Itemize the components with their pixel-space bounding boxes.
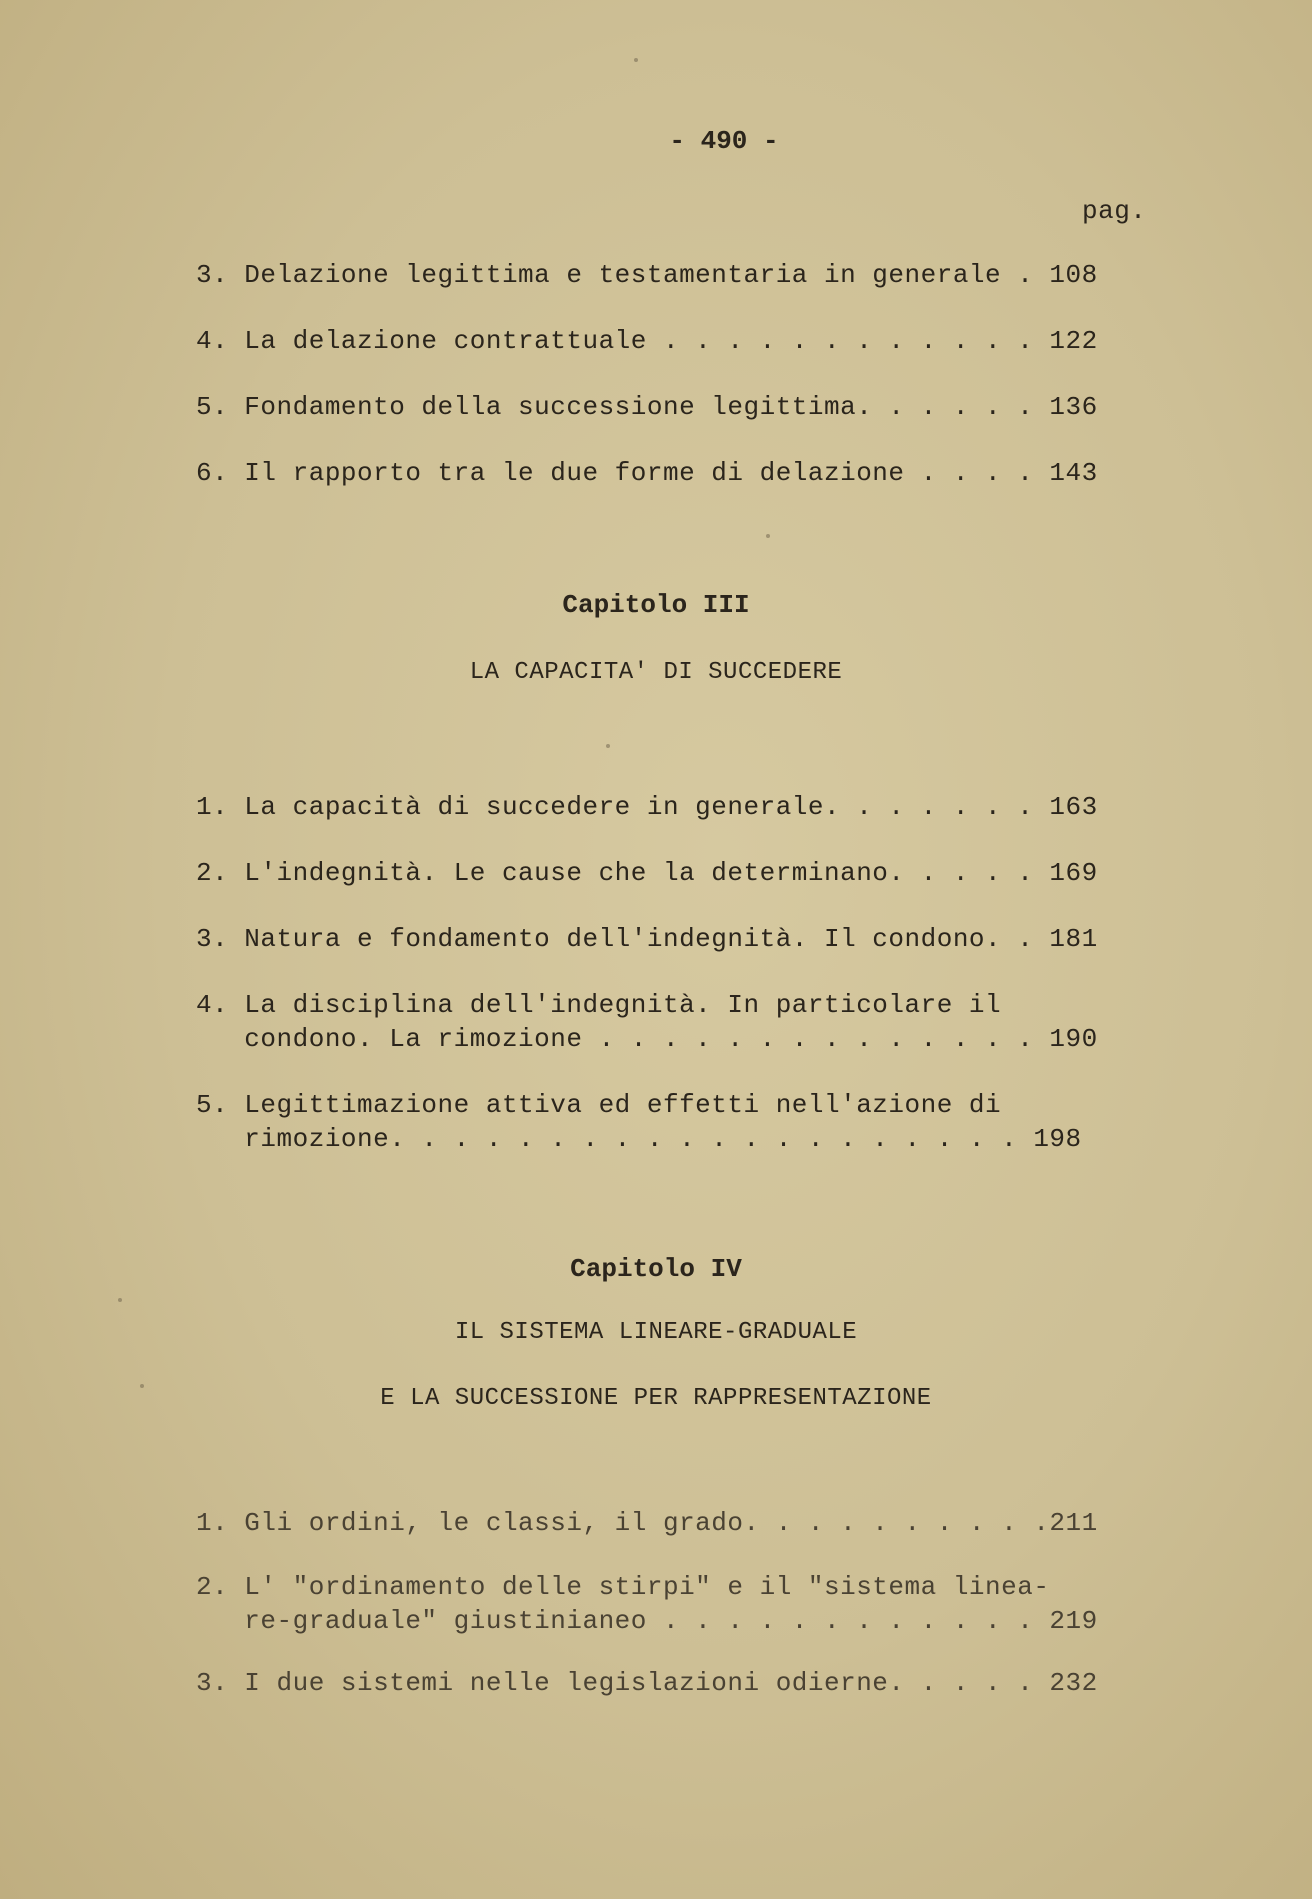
toc-entry: 5. Fondamento della successione legittima. . . . . . 136: [196, 392, 1098, 422]
chapter-title-line1: IL SISTEMA LINEARE-GRADUALE: [454, 1319, 858, 1346]
page-number: - 490 -: [669, 126, 779, 156]
chapter-heading: Capitolo III: [562, 590, 750, 620]
toc-entry: 4. La disciplina dell'indegnità. In particolare il: [196, 990, 1002, 1020]
toc-entry: 1. Gli ordini, le classi, il grado. . . . . . . . . .211: [196, 1508, 1098, 1538]
toc-entry: 3. Natura e fondamento dell'indegnità. Il condono. . 181: [196, 924, 1098, 954]
toc-entry: 2. L' "ordinamento delle stirpi" e il "sistema linea-: [196, 1572, 1050, 1602]
toc-entry-continuation: condono. La rimozione . . . . . . . . . . . . . . 190: [196, 1024, 1098, 1054]
pag-label: pag.: [1082, 196, 1147, 226]
toc-entry-continuation: re-graduale" giustinianeo . . . . . . . . . . . . 219: [196, 1606, 1098, 1636]
toc-entry: 5. Legittimazione attiva ed effetti nell'azione di: [196, 1090, 1002, 1120]
toc-entry: 4. La delazione contrattuale . . . . . . . . . . . . 122: [196, 326, 1098, 356]
toc-entry-continuation: rimozione. . . . . . . . . . . . . . . . . . . . 198: [196, 1124, 1082, 1154]
chapter-title-line2: E LA SUCCESSIONE PER RAPPRESENTAZIONE: [380, 1385, 932, 1412]
toc-entry: 3. I due sistemi nelle legislazioni odierne. . . . . 232: [196, 1668, 1098, 1698]
toc-entry: 3. Delazione legittima e testamentaria in generale . 108: [196, 260, 1098, 290]
toc-entry: 6. Il rapporto tra le due forme di delazione . . . . 143: [196, 458, 1098, 488]
paper-speck: [766, 534, 770, 538]
paper-speck: [118, 1298, 122, 1302]
toc-entry: 2. L'indegnità. Le cause che la determinano. . . . . 169: [196, 858, 1098, 888]
chapter-heading: Capitolo IV: [570, 1254, 742, 1284]
chapter-title: LA CAPACITA' DI SUCCEDERE: [469, 659, 843, 686]
paper-speck: [634, 58, 638, 62]
toc-entry: 1. La capacità di succedere in generale. . . . . . . 163: [196, 792, 1098, 822]
paper-speck: [606, 744, 610, 748]
